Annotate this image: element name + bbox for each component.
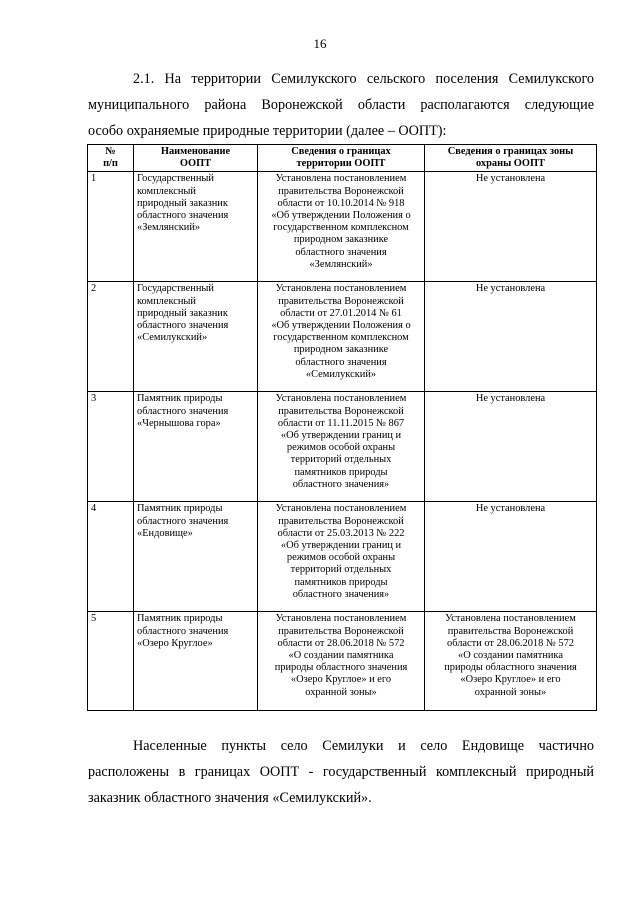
cell-line: правительства Воронежской xyxy=(278,295,404,307)
cell-line: Не установлена xyxy=(475,283,546,295)
cell-line: Установлена постановлением xyxy=(275,283,407,295)
cell-line: Сведения о границах зоны xyxy=(447,146,574,157)
cell-line: «Озеро Круглое» и его xyxy=(460,674,561,686)
cell-zone xyxy=(425,392,597,502)
cell-boundaries xyxy=(258,502,425,612)
cell-line: Установлена постановлением xyxy=(275,613,407,625)
cell-line: комплексный xyxy=(137,185,196,197)
cell-line: областного значения xyxy=(137,210,229,222)
header-zone xyxy=(425,145,597,172)
cell-line: «Землянский» xyxy=(309,258,373,270)
cell-line: территорий отдельных xyxy=(290,564,392,576)
cell-line: правительства Воронежской xyxy=(278,185,404,197)
intro-line: 2.1. На территории Семилукского сельского поселения Семилукского xyxy=(133,71,594,87)
cell-line: «Озеро Круглое» и его xyxy=(290,674,392,686)
cell-line: областного значения xyxy=(295,246,387,258)
cell-boundaries xyxy=(258,392,425,502)
cell-line: областного значения» xyxy=(292,588,390,600)
cell-line: «Об утверждении границ и xyxy=(280,430,402,442)
cell-line: области от 11.11.2015 № 867 xyxy=(277,417,405,429)
cell-num: 3 xyxy=(88,392,134,502)
outro-line: Населенные пункты село Семилуки и село Ендовище частично xyxy=(133,738,594,754)
header-name xyxy=(134,145,258,172)
intro-line: особо охраняемые природные территории (далее – ООПТ): xyxy=(88,123,447,139)
page-number: 16 xyxy=(313,36,327,51)
cell-line: областного значения xyxy=(137,320,229,332)
cell-line: природы областного значения xyxy=(444,662,577,674)
cell-line: Памятник природы xyxy=(137,503,223,515)
cell-line: областного значения» xyxy=(292,478,390,490)
table-row xyxy=(88,392,597,502)
cell-line: «Озеро Круглое» xyxy=(137,637,213,649)
cell-line: «Ендовище» xyxy=(137,527,193,539)
cell-line: области от 27.01.2014 № 61 xyxy=(280,307,402,319)
cell-line: областного значения xyxy=(137,405,229,417)
table-row xyxy=(88,612,597,711)
cell-line: Установлена постановлением xyxy=(275,503,407,515)
oopt-table xyxy=(87,144,597,711)
cell-line: правительства Воронежской xyxy=(278,405,404,417)
cell-line: природном заказнике xyxy=(293,344,389,356)
cell-line: области от 28.06.2018 № 572 xyxy=(447,637,574,649)
cell-line: Не установлена xyxy=(475,173,546,185)
cell-line: Не установлена xyxy=(475,393,546,405)
header-num xyxy=(88,145,134,172)
cell-name xyxy=(134,172,258,282)
cell-name xyxy=(134,282,258,392)
table-row xyxy=(88,282,597,392)
cell-line: областного значения xyxy=(137,625,229,637)
cell-line: «Об утверждении границ и xyxy=(280,540,402,552)
cell-line: Установлена постановлением xyxy=(445,613,576,625)
intro-line: муниципального района Воронежской области располагаются следующие xyxy=(88,97,594,113)
cell-line: памятников природы xyxy=(294,576,388,588)
cell-line: «О создании памятника xyxy=(458,650,563,662)
cell-line: государственном комплексном xyxy=(273,222,409,234)
cell-line: области от 10.10.2014 № 918 xyxy=(277,197,405,209)
cell-boundaries xyxy=(258,282,425,392)
cell-line: «Семилукский» xyxy=(305,368,377,380)
cell-name xyxy=(134,392,258,502)
intro-paragraph xyxy=(88,66,594,144)
cell-line: Государственный xyxy=(137,283,214,295)
cell-line: природном заказнике xyxy=(293,234,389,246)
cell-line: «Чернышова гора» xyxy=(137,417,221,429)
cell-num: 1 xyxy=(88,172,134,282)
cell-line: режимов особой охраны xyxy=(286,552,396,564)
cell-line: ООПТ xyxy=(179,158,212,170)
cell-zone xyxy=(425,172,597,282)
cell-line: «Землянский» xyxy=(137,222,201,234)
cell-line: природный заказник xyxy=(137,307,228,319)
cell-boundaries xyxy=(258,172,425,282)
cell-line: Установлена постановлением xyxy=(275,173,407,185)
cell-line: области от 25.03.2013 № 222 xyxy=(277,527,405,539)
cell-line: правительства Воронежской xyxy=(447,625,574,637)
outro-line: заказник областного значения «Семилукский». xyxy=(88,790,372,806)
cell-line: охранной зоны» xyxy=(305,686,377,698)
cell-line: охраны ООПТ xyxy=(476,158,545,170)
cell-line: Государственный xyxy=(137,173,214,185)
table-row xyxy=(88,172,597,282)
cell-num: 4 xyxy=(88,502,134,612)
cell-line: области от 28.06.2018 № 572 xyxy=(277,637,405,649)
cell-boundaries xyxy=(258,612,425,711)
cell-name xyxy=(134,502,258,612)
header-boundaries xyxy=(258,145,425,172)
cell-line: областного значения xyxy=(295,356,387,368)
cell-line: «Семилукский» xyxy=(137,332,208,344)
cell-name xyxy=(134,612,258,711)
cell-line: территорий отдельных xyxy=(290,454,392,466)
cell-line: правительства Воронежской xyxy=(278,515,404,527)
cell-zone xyxy=(425,282,597,392)
cell-line: Установлена постановлением xyxy=(275,393,407,405)
cell-line: Не установлена xyxy=(475,503,546,515)
cell-line: территории ООПТ xyxy=(296,158,386,170)
cell-line: памятников природы xyxy=(294,466,388,478)
cell-num: 2 xyxy=(88,282,134,392)
cell-line: государственном комплексном xyxy=(273,332,409,344)
cell-line: Памятник природы xyxy=(137,613,223,625)
cell-line: правительства Воронежской xyxy=(278,625,404,637)
cell-line: комплексный xyxy=(137,295,196,307)
cell-line: Наименование xyxy=(160,146,231,157)
cell-line: природный заказник xyxy=(137,197,228,209)
cell-line: п/п xyxy=(103,158,118,170)
outro-paragraph xyxy=(88,733,594,811)
cell-line: «Об утверждении Положения о xyxy=(271,320,411,332)
cell-zone xyxy=(425,612,597,711)
cell-line: режимов особой охраны xyxy=(286,442,396,454)
cell-line: природы областного значения xyxy=(274,662,408,674)
cell-line: областного значения xyxy=(137,515,229,527)
cell-line: «Об утверждении Положения о xyxy=(271,210,411,222)
cell-line: охранной зоны» xyxy=(474,686,547,698)
cell-line: Сведения о границах xyxy=(291,146,391,157)
cell-line: «О создании памятника xyxy=(288,650,394,662)
cell-line: Памятник природы xyxy=(137,393,223,405)
cell-num: 5 xyxy=(88,612,134,711)
table-header-row xyxy=(88,145,597,172)
cell-line: № xyxy=(105,146,116,157)
table-row xyxy=(88,502,597,612)
outro-line: расположены в границах ООПТ - государственный комплексный природный xyxy=(88,764,594,780)
cell-zone xyxy=(425,502,597,612)
